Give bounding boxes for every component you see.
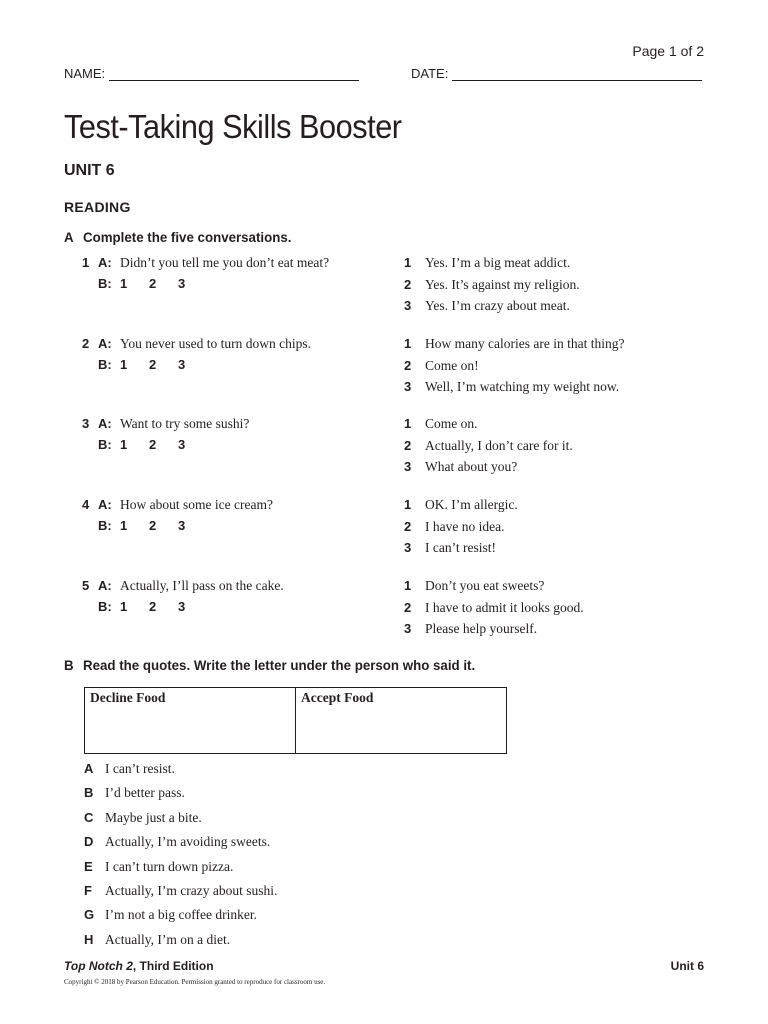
speaker-b-label: B: <box>98 518 112 533</box>
answer-choice-2[interactable]: 2 <box>149 518 157 533</box>
quote-text: Actually, I’m crazy about sushi. <box>105 882 278 898</box>
quote-item <box>84 834 277 858</box>
response-option <box>404 540 518 562</box>
question-block <box>82 255 329 297</box>
copyright-notice: Copyright © 2018 by Pearson Education. Permission granted to reproduce for classroom use. <box>64 978 326 986</box>
question-number: 4 <box>82 497 90 512</box>
option-text: Come on! <box>425 357 479 373</box>
option-text: I can’t resist! <box>425 540 496 555</box>
option-number: 2 <box>404 599 412 615</box>
conversation-4 <box>64 497 724 567</box>
conversation-5 <box>64 578 724 648</box>
response-option <box>404 255 580 277</box>
question-block <box>82 416 249 458</box>
response-option <box>404 459 573 481</box>
quote-list <box>84 761 277 956</box>
name-field <box>64 66 359 81</box>
quote-text: Actually, I’m avoiding sweets. <box>105 834 271 850</box>
response-options <box>404 497 518 562</box>
option-number: 2 <box>404 357 412 373</box>
question-prompt: Want to try some sushi? <box>120 416 250 431</box>
option-number: 3 <box>404 379 412 394</box>
option-number: 1 <box>404 336 412 351</box>
option-text: Well, I’m watching my weight now. <box>425 379 620 394</box>
book-title: Top Notch 2 <box>64 959 133 973</box>
option-text: Yes. I’m crazy about meat. <box>425 298 570 313</box>
response-option <box>404 438 573 460</box>
answer-choice-1[interactable]: 1 <box>120 276 128 291</box>
option-number: 3 <box>404 540 412 555</box>
response-options <box>404 416 573 481</box>
question-number: 3 <box>82 416 90 431</box>
response-options <box>404 255 580 320</box>
conversation-3 <box>64 416 724 486</box>
option-text: Come on. <box>425 416 478 431</box>
quote-letter: D <box>84 834 94 850</box>
answer-choice-1[interactable]: 1 <box>120 437 128 452</box>
speaker-a-label: A: <box>98 336 112 351</box>
quote-item <box>84 810 277 834</box>
question-number: 5 <box>82 578 90 593</box>
quote-item <box>84 761 277 785</box>
quote-item <box>84 932 277 956</box>
quote-letter: H <box>84 931 94 947</box>
quote-item <box>84 907 277 931</box>
quote-letter: E <box>84 858 93 874</box>
option-text: I have no idea. <box>425 518 505 534</box>
response-option <box>404 621 584 643</box>
quote-item <box>84 859 277 883</box>
response-options <box>404 336 624 401</box>
option-text: What about you? <box>425 459 518 474</box>
section-heading: READING <box>64 199 131 215</box>
response-option <box>404 578 584 600</box>
option-text: Please help yourself. <box>425 621 538 636</box>
option-number: 3 <box>404 459 412 474</box>
response-option <box>404 298 580 320</box>
speaker-a-label: A: <box>98 497 112 512</box>
conversation-2 <box>64 336 724 406</box>
answer-choice-3[interactable]: 3 <box>178 357 186 372</box>
speaker-a-label: A: <box>98 416 112 431</box>
footer-book <box>64 959 214 973</box>
answer-choice-2[interactable]: 2 <box>149 276 157 291</box>
question-block <box>82 578 284 620</box>
option-number: 1 <box>404 255 412 270</box>
speaker-b-label: B: <box>98 599 112 614</box>
answer-choice-3[interactable]: 3 <box>178 437 186 452</box>
question-prompt: You never used to turn down chips. <box>120 336 311 351</box>
quote-letter: B <box>84 785 94 801</box>
option-number: 2 <box>404 437 412 453</box>
option-number: 1 <box>404 497 412 512</box>
response-option <box>404 336 624 358</box>
question-number: 1 <box>82 255 90 270</box>
speaker-b-label: B: <box>98 437 112 452</box>
speaker-b-label: B: <box>98 276 112 291</box>
response-options <box>404 578 584 643</box>
quote-text: I’d better pass. <box>105 785 185 801</box>
unit-label: UNIT 6 <box>64 162 115 179</box>
name-label: NAME: <box>64 66 106 81</box>
quote-letter: G <box>84 907 95 923</box>
option-number: 1 <box>404 578 412 593</box>
footer-unit: Unit 6 <box>670 959 704 973</box>
answer-choice-2[interactable]: 2 <box>149 357 157 372</box>
option-text: OK. I’m allergic. <box>425 497 518 512</box>
accept-food-column[interactable]: Accept Food <box>296 688 507 754</box>
part-b-instruction <box>64 657 475 673</box>
answer-choice-1[interactable]: 1 <box>120 599 128 614</box>
quote-text: I can’t resist. <box>105 761 175 776</box>
response-option <box>404 358 624 380</box>
option-text: Actually, I don’t care for it. <box>425 437 573 453</box>
part-a-instruction-text: Complete the five conversations. <box>83 229 292 245</box>
question-prompt: Didn’t you tell me you don’t eat meat? <box>120 255 330 270</box>
option-number: 2 <box>404 276 412 292</box>
response-option <box>404 416 573 438</box>
question-prompt: How about some ice cream? <box>120 497 273 512</box>
quote-letter: C <box>84 809 94 825</box>
date-input-line[interactable] <box>452 66 702 81</box>
part-b-instruction-text: Read the quotes. Write the letter under the person who said it. <box>83 657 476 673</box>
decline-food-column[interactable]: Decline Food <box>85 688 296 754</box>
date-label: DATE: <box>411 66 449 81</box>
question-block <box>82 497 273 539</box>
quote-letter: F <box>84 882 92 898</box>
question-number: 2 <box>82 336 90 351</box>
answer-choice-1[interactable]: 1 <box>120 518 128 533</box>
conversation-1 <box>64 255 724 325</box>
question-prompt: Actually, I’ll pass on the cake. <box>120 578 284 593</box>
book-edition: , Third Edition <box>132 959 214 973</box>
response-option <box>404 277 580 299</box>
quote-text: I’m not a big coffee drinker. <box>105 907 257 923</box>
response-option <box>404 379 624 401</box>
quote-item <box>84 785 277 809</box>
sorting-table <box>84 687 507 754</box>
name-input-line[interactable] <box>109 66 359 81</box>
option-number: 3 <box>404 621 412 636</box>
page-number: Page 1 of 2 <box>632 43 704 59</box>
answer-choice-3[interactable]: 3 <box>178 518 186 533</box>
part-a-letter: A <box>64 229 74 245</box>
part-a-instruction <box>64 229 291 245</box>
answer-choice-3[interactable]: 3 <box>178 599 186 614</box>
answer-choice-1[interactable]: 1 <box>120 357 128 372</box>
option-text: Yes. I’m a big meat addict. <box>425 255 571 270</box>
speaker-a-label: A: <box>98 578 112 593</box>
quote-text: Actually, I’m on a diet. <box>105 931 231 947</box>
response-option <box>404 519 518 541</box>
answer-choice-2[interactable]: 2 <box>149 437 157 452</box>
option-number: 3 <box>404 298 412 313</box>
quote-text: Maybe just a bite. <box>105 809 202 825</box>
page-title: Test-Taking Skills Booster <box>64 108 402 145</box>
speaker-b-label: B: <box>98 357 112 372</box>
part-b-letter: B <box>64 657 74 673</box>
response-option <box>404 497 518 519</box>
option-text: I have to admit it looks good. <box>425 599 584 615</box>
option-number: 1 <box>404 416 412 431</box>
question-block <box>82 336 311 378</box>
quote-text: I can’t turn down pizza. <box>105 858 234 874</box>
option-text: How many calories are in that thing? <box>425 336 625 351</box>
answer-choice-2[interactable]: 2 <box>149 599 157 614</box>
date-field <box>411 66 702 81</box>
speaker-a-label: A: <box>98 255 112 270</box>
option-text: Yes. It’s against my religion. <box>425 276 580 292</box>
response-option <box>404 600 584 622</box>
option-text: Don’t you eat sweets? <box>425 578 545 593</box>
option-number: 2 <box>404 518 412 534</box>
quote-item <box>84 883 277 907</box>
quote-letter: A <box>84 761 94 776</box>
answer-choice-3[interactable]: 3 <box>178 276 186 291</box>
